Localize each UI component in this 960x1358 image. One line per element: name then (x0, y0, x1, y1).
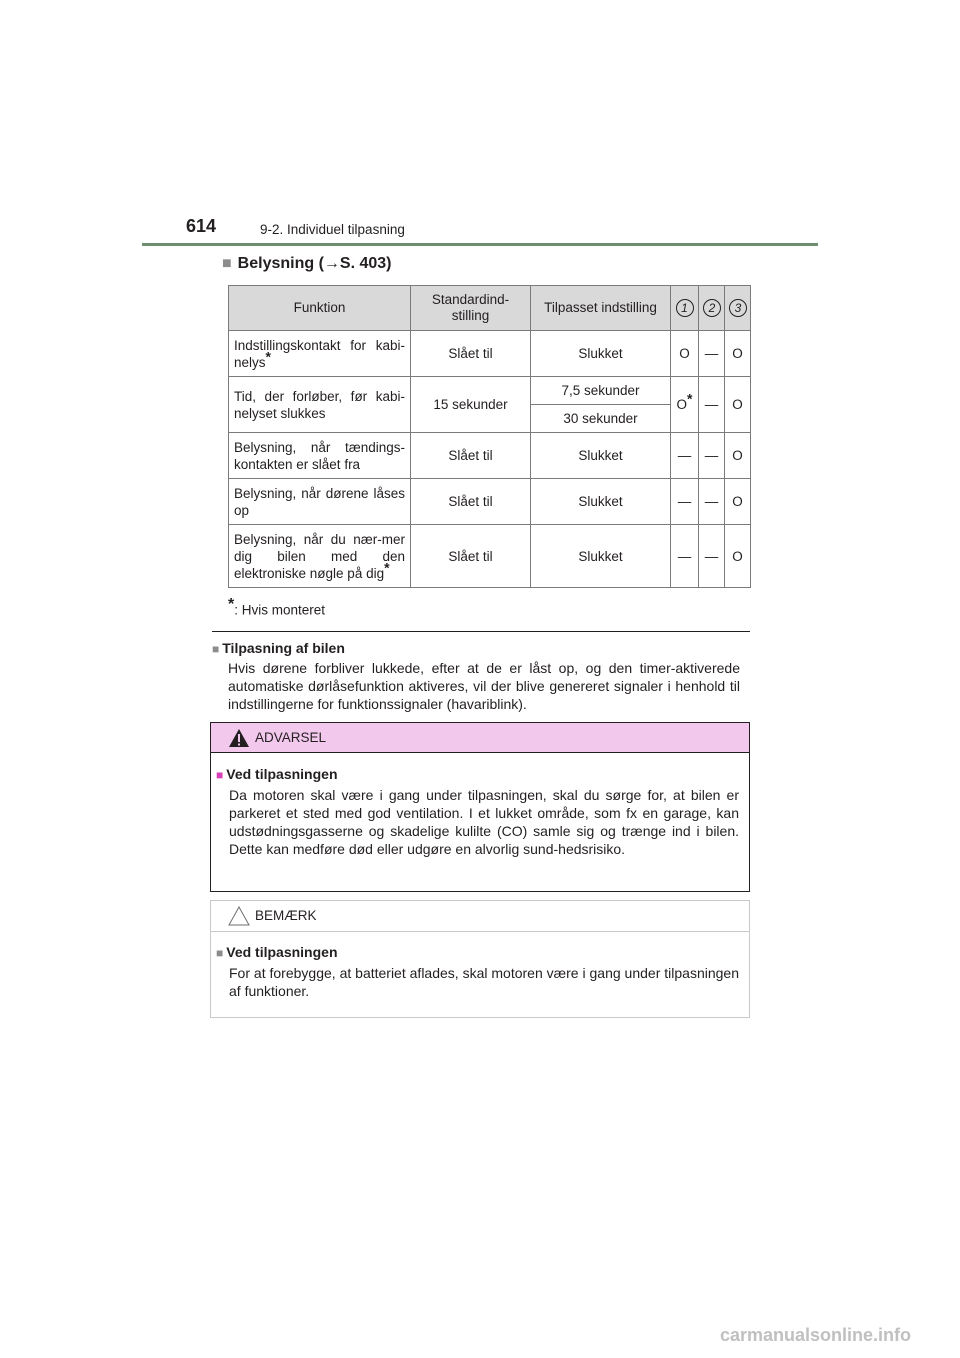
header-col-1 (671, 286, 699, 331)
notice-header (211, 901, 749, 932)
notice-box (210, 900, 750, 1018)
custom-cell: 7,5 sekunder (531, 377, 671, 405)
warning-heading (216, 766, 338, 782)
table-row (229, 377, 751, 405)
notice-heading (216, 944, 338, 960)
table-row (229, 479, 751, 525)
notice-text: For at forebygge, at batteriet aflades, skal motoren være i gang under tilpasningen af funktioner. (229, 965, 739, 999)
function-text: Indstillingskontakt for kabi-nelys (234, 337, 405, 370)
col1-cell: — (671, 433, 699, 479)
function-cell: Belysning, når dørene låses op (229, 479, 411, 525)
default-cell: Slået til (411, 433, 531, 479)
custom-cell: Slukket (531, 433, 671, 479)
square-bullet-icon: ■ (216, 946, 224, 960)
default-cell: Slået til (411, 525, 531, 588)
square-bullet-icon: ■ (216, 768, 224, 782)
col3-cell: O (725, 525, 751, 588)
col1-cell: — (671, 525, 699, 588)
table-row (229, 433, 751, 479)
default-cell: Slået til (411, 479, 531, 525)
notice-triangle-icon (228, 906, 250, 926)
footnote-star: * (265, 348, 271, 364)
function-cell (229, 525, 411, 588)
warning-header (211, 723, 749, 753)
header-function: Funktion (229, 286, 411, 331)
col3-cell: O (725, 433, 751, 479)
function-cell: Belysning, når tændings-kontakten er slået fra (229, 433, 411, 479)
customization-heading (212, 640, 345, 656)
custom-cell: Slukket (531, 525, 671, 588)
col3-cell: O (725, 331, 751, 377)
warning-box (210, 722, 750, 892)
header-col-3 (725, 286, 751, 331)
function-cell: Tid, der forløber, før kabi-nelyset slukkes (229, 377, 411, 433)
function-cell (229, 331, 411, 377)
footnote (228, 596, 325, 618)
watermark: carmanualsonline.info (720, 1325, 912, 1345)
section-title (222, 255, 392, 273)
col1-cell: O (671, 331, 699, 377)
footnote-star: * (687, 390, 693, 407)
header-default: Standardind-stilling (411, 286, 531, 331)
footnote-text: : Hvis monteret (234, 602, 326, 618)
default-cell: 15 sekunder (411, 377, 531, 433)
footnote-star: * (384, 559, 390, 575)
custom-cell: 30 sekunder (531, 405, 671, 433)
square-bullet-icon: ■ (222, 255, 232, 272)
circled-number-2: 2 (703, 299, 721, 317)
custom-cell: Slukket (531, 331, 671, 377)
circled-number-1: 1 (676, 299, 694, 317)
col2-cell: — (699, 525, 725, 588)
warning-text: Da motoren skal være i gang under tilpasningen, skal du sørge for, at bilen er parkeret et sted med god ventilation. I et lukket område, som fx en garage, kan udstødningsgasserne og skadelige kulilte (CO) samle sig og trænge ind i bilen. Dette kan medføre død eller udgøre en alvorlig sund-hedsrisiko. (229, 787, 739, 857)
section-title-text: Belysning (→S. 403) (237, 255, 392, 272)
table-row (229, 525, 751, 588)
notice-heading-text: Ved tilpasningen (226, 944, 338, 960)
col2-cell: — (699, 479, 725, 525)
header-custom: Tilpasset indstilling (531, 286, 671, 331)
footnote-star: * (228, 596, 235, 613)
customization-heading-text: Tilpasning af bilen (222, 640, 345, 656)
col3-cell: O (725, 377, 751, 433)
col1-cell: — (671, 479, 699, 525)
col1-value: O (676, 397, 688, 412)
function-text: Belysning, når du nær-mer dig bilen med den elektroniske nøgle på dig (234, 531, 405, 581)
header-rule (142, 243, 818, 246)
warning-triangle-icon (228, 728, 250, 748)
custom-cell: Slukket (531, 479, 671, 525)
square-bullet-icon: ■ (212, 642, 220, 656)
customization-text: Hvis dørene forbliver lukkede, efter at de er låst op, og den timer-aktiverede automatiske dørlåsefunktion aktiveres, vil der blive genereret signaler i henhold til indstillingerne for funktionssignaler (havariblink). (228, 660, 740, 712)
col2-cell: — (699, 433, 725, 479)
section-divider (212, 631, 750, 632)
settings-table (228, 285, 751, 588)
warning-heading-text: Ved tilpasningen (226, 766, 338, 782)
col2-cell: — (699, 331, 725, 377)
col1-cell (671, 377, 699, 433)
col2-cell: — (699, 377, 725, 433)
warning-label: ADVARSEL (255, 730, 327, 745)
header-col-2 (699, 286, 725, 331)
page-number: 614 (186, 216, 217, 236)
notice-label: BEMÆRK (255, 908, 317, 923)
chapter-title: 9-2. Individuel tilpasning (260, 222, 405, 237)
table-row (229, 331, 751, 377)
circled-number-3: 3 (729, 299, 747, 317)
default-cell: Slået til (411, 331, 531, 377)
table-header-row (229, 286, 751, 331)
col3-cell: O (725, 479, 751, 525)
